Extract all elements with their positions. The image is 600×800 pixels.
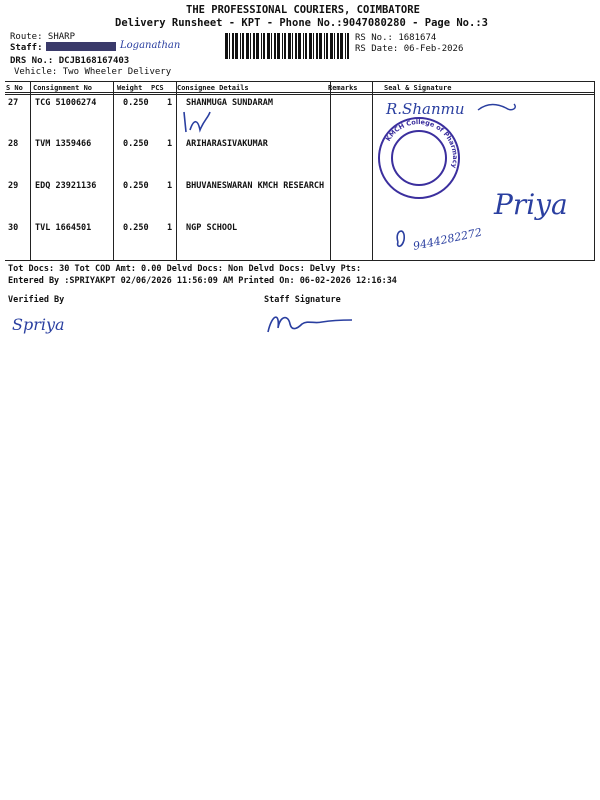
redacted-staff-name bbox=[46, 42, 116, 51]
row-pcs: 1 bbox=[167, 223, 173, 233]
staff-handwritten: Loganathan bbox=[120, 40, 181, 51]
row-consignment: TVM 1359466 bbox=[35, 139, 92, 149]
col-divider bbox=[30, 81, 31, 260]
row-consignee: SHANMUGA SUNDARAM bbox=[186, 98, 273, 108]
verified-by-label: Verified By bbox=[8, 295, 65, 305]
row-pcs: 1 bbox=[167, 98, 173, 108]
route-label: Route: SHARP bbox=[10, 32, 76, 42]
svg-text:KMCH College of Pharmacy: KMCH College of Pharmacy bbox=[384, 117, 460, 169]
row-consignment: TCG 51006274 bbox=[35, 98, 97, 108]
handwritten-mark bbox=[180, 108, 220, 138]
row-pcs: 1 bbox=[167, 139, 173, 149]
col-header-pcs: PCS bbox=[151, 84, 164, 92]
svg-text:9444282272: 9444282272 bbox=[411, 225, 484, 253]
col-divider bbox=[176, 81, 177, 260]
signature-priya bbox=[490, 180, 582, 226]
col-header-weight: Weight bbox=[117, 84, 143, 92]
col-header-seal: Seal & Signature bbox=[384, 84, 452, 92]
college-stamp bbox=[373, 116, 469, 204]
col-header-consignee: Consignee Details bbox=[177, 84, 249, 92]
col-header-remarks: Remarks bbox=[328, 84, 358, 92]
vehicle-type: Vehicle: Two Wheeler Delivery bbox=[14, 67, 172, 77]
row-sno: 27 bbox=[8, 98, 19, 108]
col-divider bbox=[330, 81, 331, 260]
row-sno: 29 bbox=[8, 181, 19, 191]
rs-date: RS Date: 06-Feb-2026 bbox=[355, 44, 464, 54]
svg-text:Spriya: Spriya bbox=[12, 315, 65, 334]
verified-signature bbox=[10, 308, 80, 340]
col-header-consignment: Consignment No bbox=[33, 84, 93, 92]
barcode bbox=[225, 33, 351, 59]
table-header-border bbox=[5, 92, 595, 93]
row-consignee: BHUVANESWARAN KMCH RESEARCH bbox=[186, 181, 325, 191]
row-consignee: ARIHARASIVAKUMAR bbox=[186, 139, 268, 149]
handwritten-phone bbox=[392, 214, 502, 260]
staff-signature-scribble bbox=[262, 306, 358, 338]
table-bottom-border bbox=[5, 260, 595, 261]
staff-signature-label: Staff Signature bbox=[264, 295, 341, 305]
col-divider bbox=[594, 81, 595, 260]
row-weight: 0.250 bbox=[123, 223, 149, 233]
staff-label: Staff: bbox=[10, 43, 43, 53]
row-sno: 30 bbox=[8, 223, 19, 233]
row-consignee: NGP SCHOOL bbox=[186, 223, 238, 233]
row-pcs: 1 bbox=[167, 181, 173, 191]
totals-line: Tot Docs: 30 Tot COD Amt: 0.00 Delvd Docs: Non Delvd Docs: Delvy Pts: bbox=[8, 264, 362, 274]
row-consignment: EDQ 23921136 bbox=[35, 181, 97, 191]
runsheet-subtitle: Delivery Runsheet - KPT - Phone No.:9047080280 - Page No.:3 bbox=[115, 17, 488, 29]
row-consignment: TVL 1664501 bbox=[35, 223, 92, 233]
drs-number: DRS No.: DCJB168167403 bbox=[10, 56, 130, 66]
entered-by-line: Entered By :SPRIYAKPT 02/06/2026 11:56:09 AM Printed On: 06-02-2026 12:16:34 bbox=[8, 276, 397, 286]
company-name: THE PROFESSIONAL COURIERS, COIMBATORE bbox=[186, 4, 420, 16]
svg-text:Priya: Priya bbox=[494, 188, 568, 221]
table-header-border-2 bbox=[5, 94, 595, 95]
svg-text:R.Shanmu: R.Shanmu bbox=[386, 100, 465, 118]
rs-number: RS No.: 1681674 bbox=[355, 33, 437, 43]
row-sno: 28 bbox=[8, 139, 19, 149]
row-weight: 0.250 bbox=[123, 181, 149, 191]
row-weight: 0.250 bbox=[123, 139, 149, 149]
col-divider bbox=[113, 81, 114, 260]
row-weight: 0.250 bbox=[123, 98, 149, 108]
table-top-border bbox=[5, 81, 595, 82]
col-header-sno: S No bbox=[6, 84, 23, 92]
